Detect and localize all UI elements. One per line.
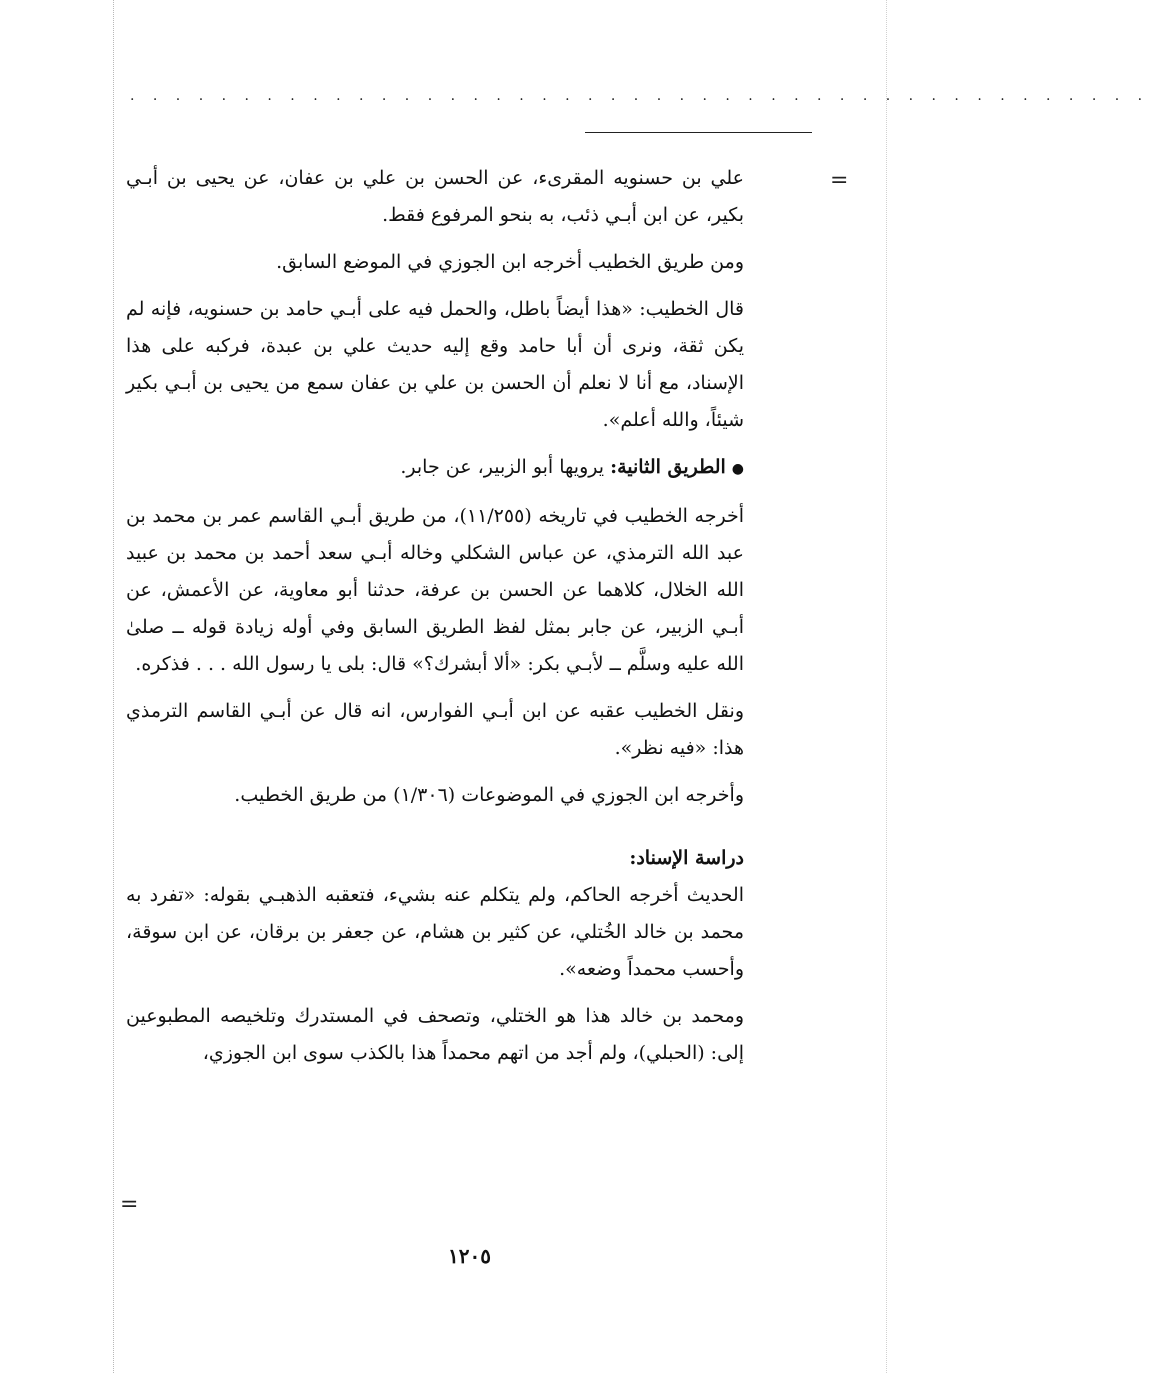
heading-second-route: الطريق الثانية: [610,456,726,478]
paragraph-1: علي بن حسنويه المقرىء، عن الحسن بن علي بن عفان، عن يحيى بن أبـي بكير، عن ابن أبـي ذئب، به بنحو المرفوع فقط. [126,167,744,226]
page-number: ١٢٠٥ [448,1244,491,1268]
heading-isnad-study: دراسة الإسناد: [629,847,744,869]
paragraph-7: وأخرجه ابن الجوزي في الموضوعات (١/٣٠٦) من طريق الخطيب. [234,784,744,806]
paragraph-9: ومحمد بن خالد هذا هو الختلي، وتصحف في المستدرك وتلخيصه المطبوعين إلى: (الحبلي)، ولم أجد من اتهم محمداً هذا بالكذب سوى ابن الجوزي، [126,1005,744,1064]
paragraph-5: أخرجه الخطيب في تاريخه (١١/٢٥٥)، من طريق أبـي القاسم عمر بن محمد بن عبد الله الترمذي، عن عباس الشكلي وخاله أبـي سعد أحمد بن محمد بن عبيد الله الخلال، كلاهما عن الحسن بن عرفة، حدثنا أبو معاوية، عن الأعمش، عن أبـي الزبير، عن جابر بمثل لفظ الطريق السابق وفي أوله زيادة قوله ــ صلىٰ الله عليه وسلَّم ــ لأبـي بكر: «ألا أبشرك؟» قال: بلى يا رسول الله . . . فذكره. [126,505,744,675]
paragraph-4-text: يرويها أبو الزبير، عن جابر. [400,456,605,478]
footnote-rule [585,132,812,133]
paragraph-8: الحديث أخرجه الحاكم، ولم يتكلم عنه بشيء، فتعقبه الذهبـي بقوله: «تفرد به محمد بن خالد الخُتلي، عن كثير بن هشام، عن جعفر بن برقان، عن ابن سوقة، وأحسب محمداً وضعه». [126,884,744,980]
paragraph-3: قال الخطيب: «هذا أيضاً باطل، والحمل فيه على أبـي حامد بن حسنويه، فإنه لم يكن ثقة، ونرى أن أبا حامد وقع إليه حديث علي بن عبدة، فركبه على هذا الإسناد، مع أنا لا نعلم أن الحسن بن علي بن عفان سمع من يحيى بن أبـي بكير شيئاً، والله أعلم». [126,298,744,431]
continuation-mark-bottom: = [120,1192,139,1217]
paragraph-6: ونقل الخطيب عقبه عن ابن أبـي الفوارس، انه قال عن أبـي القاسم الترمذي هذا: «فيه نظر». [126,700,744,759]
right-gutter-line [886,0,887,1373]
paragraph-2: ومن طريق الخطيب أخرجه ابن الجوزي في الموضع السابق. [276,251,744,273]
dotted-separator: . . . . . . . . . . . . . . . . . . . . . . . . . . . . . . . . . . . . . . . . . . . . . [130,88,1149,104]
continuation-mark-top: = [830,168,849,193]
footnote-text [126,160,744,1082]
bullet-icon: ● [731,461,744,477]
paragraph-4 [126,449,744,488]
left-gutter-line [113,0,114,1373]
